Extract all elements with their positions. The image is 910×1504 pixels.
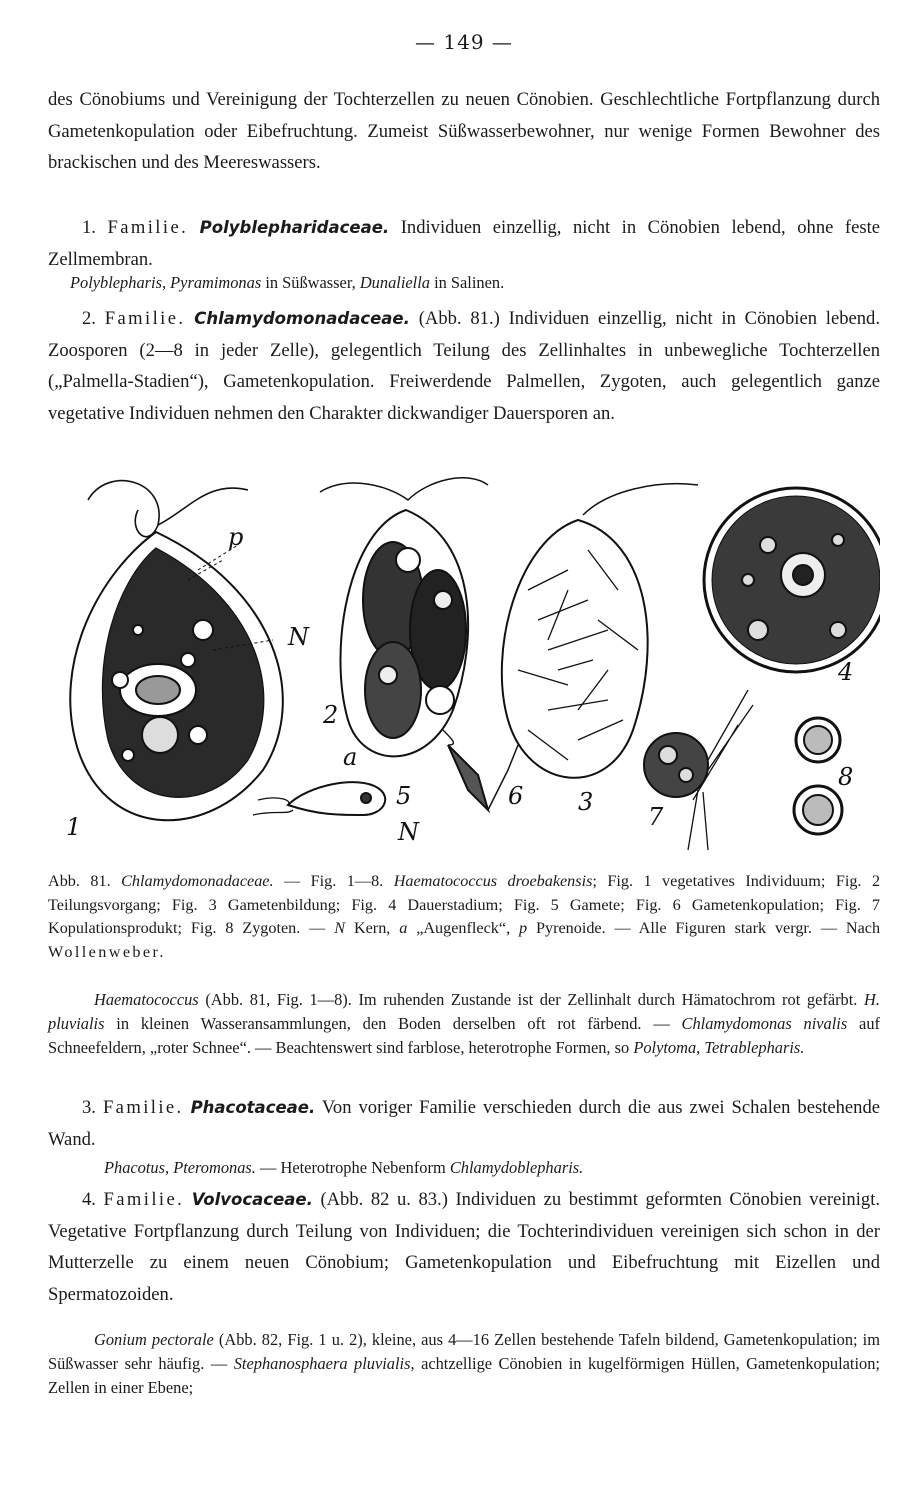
family-3-genera-names: Phacotus, Pteromonas. xyxy=(104,1158,256,1177)
caption-lead: Abb. 81. xyxy=(48,872,111,890)
family-4-label: Familie. xyxy=(103,1189,185,1210)
fig4-cell xyxy=(704,488,880,672)
gonium-t1: (Abb. 82, Fig. 1 u. 2), kleine, aus 4—16 Zellen bestehende Tafeln bildend, Gametenkopulation; im Süßwasser sehr häufig. — xyxy=(48,1330,880,1373)
caption-part1: — Fig. 1—8. xyxy=(284,872,384,890)
caption-species: Haematococcus droebakensis xyxy=(393,872,593,890)
figure-abb-81 xyxy=(48,470,880,860)
family-1-genera-a: Polyblepharis, Pyramimonas xyxy=(70,273,262,292)
caption-part5: Pyrenoide. — Alle Figuren stark vergr. — Nach xyxy=(535,919,881,937)
label-fig3: 3 xyxy=(578,788,594,816)
haem-sp1: H. pluvialis xyxy=(48,990,880,1033)
caption-part3: Kern, xyxy=(353,919,391,937)
label-fig1: 1 xyxy=(66,813,82,841)
label-fig4: 4 xyxy=(838,658,854,686)
label-a: a xyxy=(343,743,358,771)
label-fig2: 2 xyxy=(323,701,339,729)
fig5-cell xyxy=(253,782,385,815)
figure-caption xyxy=(48,870,880,964)
family-1-label: Familie. xyxy=(107,217,189,238)
family-1-number: 1. xyxy=(82,217,96,238)
caption-author: Wollenweber. xyxy=(48,942,166,961)
gonium-sp2: Stephanosphaera pluvialis, xyxy=(233,1354,415,1373)
label-fig7: 7 xyxy=(648,803,664,831)
figure-illustration xyxy=(48,470,880,860)
label-N: N xyxy=(288,623,309,651)
label-fig8: 8 xyxy=(838,763,854,791)
family-4-number: 4. xyxy=(82,1189,96,1210)
haem-genus: Haematococcus xyxy=(94,990,199,1009)
haem-t3: auf Schneefeldern, „roter Schnee“. — Beachtenswert sind farblose, heterotrophe Formen, so xyxy=(48,1014,880,1057)
caption-N: N xyxy=(334,919,346,937)
family-2-label: Familie. xyxy=(104,308,186,329)
caption-taxon: Chlamydomonadaceae. xyxy=(121,872,274,890)
haem-sp2: Chlamydomonas nivalis xyxy=(681,1014,848,1033)
label-p: p xyxy=(228,523,244,551)
family-3-text: Von voriger Familie verschieden durch die aus zwei Schalen bestehende Wand. xyxy=(48,1097,880,1150)
label-fig5: 5 xyxy=(396,782,412,810)
family-1-text: Individuen einzellig, nicht in Cönobien lebend, ohne feste Zellmembran. xyxy=(48,217,880,270)
gonium-t2: achtzellige Cönobien in kugelförmigen Hüllen, Gametenkopulation; Zellen in einer Ebene; xyxy=(48,1354,880,1397)
haem-sp3: Polytoma, Tetrablepharis. xyxy=(633,1038,805,1057)
family-2-paragraph xyxy=(48,303,880,429)
family-3-paragraph xyxy=(48,1092,880,1155)
family-2-name: Chlamydomonadaceae. xyxy=(194,309,410,328)
family-4-name: Volvocaceae. xyxy=(191,1190,313,1209)
fig8-cells xyxy=(794,718,842,834)
haematococcus-paragraph xyxy=(48,988,880,1060)
family-3-number: 3. xyxy=(82,1097,96,1118)
family-3-genera-text: — Heterotrophe Nebenform xyxy=(260,1158,446,1177)
family-1-genera xyxy=(70,271,880,295)
family-1-name: Polyblepharidaceae. xyxy=(199,218,390,237)
family-3-label: Familie. xyxy=(102,1097,184,1118)
family-1-paragraph xyxy=(48,212,880,275)
label-fig6: 6 xyxy=(508,782,524,810)
fig6-cell xyxy=(443,730,518,810)
fig2-cell xyxy=(320,478,488,757)
haem-t2: in kleinen Wasseransammlungen, den Boden derselben oft rot färbend. — xyxy=(116,1014,670,1033)
gonium-paragraph xyxy=(48,1328,880,1400)
page-number: — 149 — xyxy=(415,30,513,54)
family-1-genera-c: Dunaliella xyxy=(359,273,430,292)
caption-part4: „Augenfleck“, xyxy=(416,919,511,937)
family-1-genera-b: in Süßwasser, xyxy=(265,273,356,292)
family-3-genera xyxy=(104,1156,880,1180)
caption-p: p xyxy=(519,919,528,937)
haem-t1: (Abb. 81, Fig. 1—8). Im ruhenden Zustande ist der Zellinhalt durch Hämatochrom rot gefärbt. xyxy=(205,990,858,1009)
family-2-number: 2. xyxy=(82,308,96,329)
caption-a: a xyxy=(399,919,408,937)
family-4-text: (Abb. 82 u. 83.) Individuen zu bestimmt geformten Cönobien vereinigt. Vegetative Fortpflanzung durch Teilung von Individuen; die Tochterindividuen vereinigen sich schon in der Mutterzelle zu einem neuen Cönobium; Gametenkopulation und Eibefruchtung mit Eizellen und Spermatozoiden. xyxy=(48,1189,881,1305)
gonium-sp1: Gonium pectorale xyxy=(94,1330,214,1349)
family-3-genera-species: Chlamydoblepharis. xyxy=(449,1158,584,1177)
caption-part2: ; Fig. 1 vegetatives Individuum; Fig. 2 Teilungsvorgang; Fig. 3 Gametenbildung; Fig. 4 Dauerstadium; Fig. 5 Gamete; Fig. 6 Gametenkopulation; Fig. 7 Kopulationsprodukt; Fig. 8 Zygoten. — xyxy=(48,872,881,937)
fig1-cell xyxy=(70,481,283,821)
intro-paragraph: des Cönobiums und Vereinigung der Tochterzellen zu neuen Cönobien. Geschlechtliche Fortpflanzung durch Gametenkopulation oder Eibefruchtung. Zumeist Süßwasserbewohner, nur wenige Formen Bewohner des brackischen und des Meereswassers. xyxy=(48,89,880,173)
family-2-text: (Abb. 81.) Individuen einzellig, nicht in Cönobien lebend. Zoosporen (2—8 in jeder Zelle), gelegentlich Teilung des Zellinhaltes in unbewegliche Tochterzellen („Palmella-Stadien“), Gametenkopulation. Freiwerdende Palmellen, Zygoten, auch gelegentlich ganze vegetative Individuen nehmen den Charakter dickwandiger Dauersporen an. xyxy=(48,308,881,424)
family-4-paragraph xyxy=(48,1184,880,1310)
family-1-genera-d: in Salinen. xyxy=(434,273,505,292)
label-N-fig5: N xyxy=(398,818,419,846)
family-3-name: Phacotaceae. xyxy=(190,1098,316,1117)
